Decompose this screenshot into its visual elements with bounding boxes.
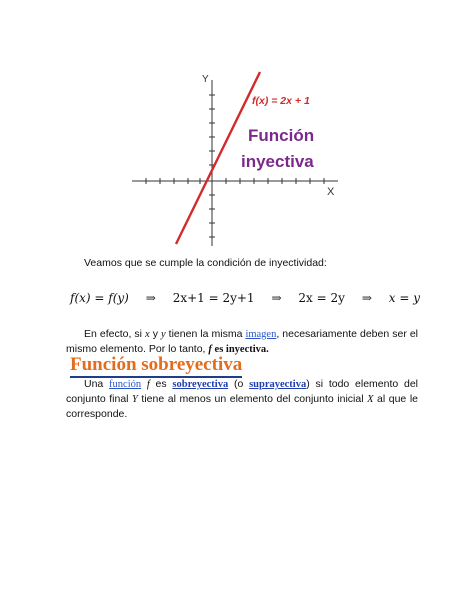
implies-arrow-3: ⇒ bbox=[361, 291, 372, 305]
injective-function-graph bbox=[0, 0, 474, 250]
text: (o bbox=[228, 378, 250, 390]
var-f: f bbox=[146, 379, 150, 390]
function-label: f(x) = 2x + 1 bbox=[252, 95, 310, 107]
text: Una bbox=[84, 378, 110, 390]
eq-part1: f(x) = f(y) bbox=[70, 291, 129, 305]
text: ) si todo elemento del conjunto final bbox=[66, 378, 418, 405]
x-axis-label: X bbox=[327, 186, 335, 198]
text: En efecto, si bbox=[84, 328, 146, 340]
text: es bbox=[149, 378, 173, 390]
text: es inyectiva. bbox=[211, 344, 269, 355]
text: al que le corresponde. bbox=[66, 393, 418, 420]
text: , necesariamente deben ser el mismo elemento. Por lo tanto, bbox=[66, 328, 419, 355]
implies-arrow-1: ⇒ bbox=[145, 291, 156, 305]
y-axis-label: Y bbox=[202, 74, 209, 85]
graph-title-line2: inyectiva bbox=[241, 152, 314, 171]
eq-part4: x = y bbox=[388, 291, 420, 305]
graph-title-line1: Función bbox=[248, 126, 315, 145]
intro-paragraph: Veamos que se cumple la condición de inyectividad: bbox=[84, 257, 327, 269]
funcion-link[interactable]: función bbox=[109, 379, 142, 390]
var-Y: Y bbox=[132, 394, 138, 405]
section-heading: Función sobreyectiva bbox=[70, 354, 243, 375]
text: tienen la misma bbox=[165, 328, 246, 340]
suprayectiva-link[interactable]: suprayectiva bbox=[249, 379, 307, 390]
definition-paragraph bbox=[66, 377, 418, 422]
sobreyectiva-link[interactable]: sobreyectiva bbox=[172, 379, 229, 390]
eq-part2: 2x+1 = 2y+1 bbox=[172, 291, 255, 305]
eq-part3: 2x = 2y bbox=[298, 291, 345, 305]
var-X: X bbox=[367, 394, 374, 405]
text: tiene al menos un elemento del conjunto inicial bbox=[137, 393, 368, 405]
var-f: f bbox=[208, 344, 212, 355]
explanation-paragraph bbox=[66, 327, 418, 357]
text: y bbox=[149, 328, 161, 340]
injectivity-equation bbox=[70, 291, 420, 305]
var-x: x bbox=[145, 329, 150, 340]
imagen-link[interactable]: imagen bbox=[245, 329, 277, 340]
var-y: y bbox=[160, 329, 166, 340]
implies-arrow-2: ⇒ bbox=[271, 291, 282, 305]
